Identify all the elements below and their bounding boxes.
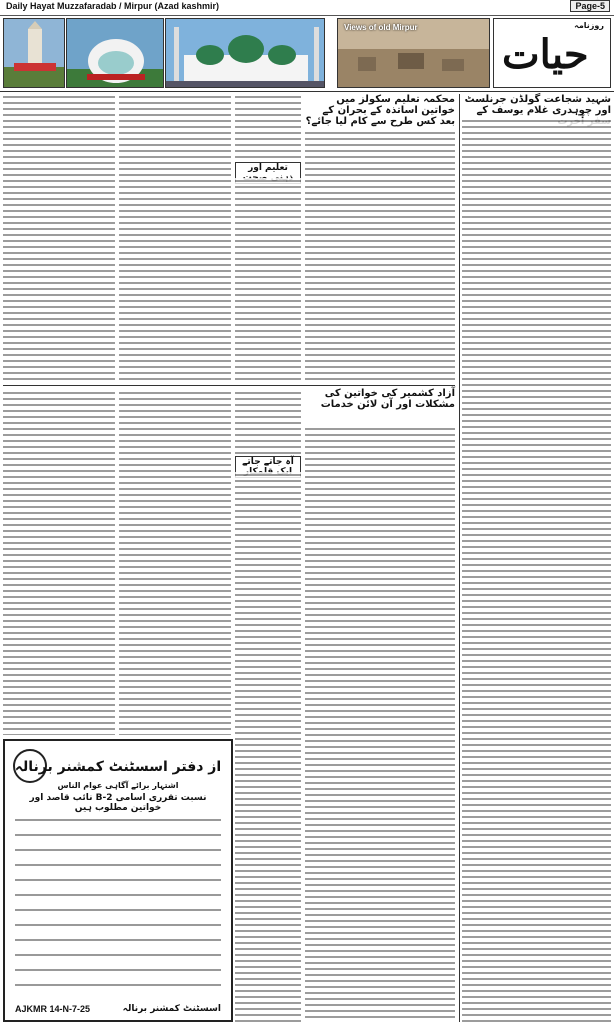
government-ad	[3, 739, 233, 1022]
paper-name-line: Daily Hayat Muzzafaradab / Mirpur (Azad kashmir)	[6, 1, 220, 11]
masthead-logo: حیات	[502, 31, 589, 78]
monument-image	[4, 19, 65, 88]
column-3-text	[235, 178, 301, 382]
middle-article-text	[305, 130, 455, 382]
ad-reference: AJKMR 14-N-7-25	[15, 1004, 91, 1014]
box-headline-2-wrap	[235, 456, 301, 470]
box-headline-1: تعلیم اور	[235, 162, 301, 184]
page-number: Page-5	[570, 0, 610, 12]
masthead-roznama: روزنامہ	[574, 21, 604, 30]
dome-image	[67, 19, 164, 88]
column-2-text	[119, 94, 231, 382]
lower-headline-box	[305, 388, 455, 422]
box-headline-2: آہ جاتے جاتے	[235, 456, 301, 478]
top-bar	[0, 0, 614, 16]
column-2-lower-text	[119, 390, 231, 735]
column-3-lower-text	[235, 472, 301, 1022]
ad-body-text	[15, 813, 221, 993]
lower-headline: آزاد کشمیر کی خواتین کی مشکلات اور آن لائن خدمات	[305, 388, 455, 410]
section-divider	[3, 385, 455, 386]
lower-article-text	[305, 426, 455, 1022]
photo-old-mirpur	[337, 18, 490, 88]
ad-office-title: از دفتر اسسٹنٹ کمشنر برنالہ	[14, 759, 222, 775]
main-headline: شہید شجاعت گولڈن جرنلسٹ اور چوہدری غلام یوسف کے	[453, 94, 611, 127]
column-rule	[459, 94, 460, 1022]
old-mirpur-caption: Views of old Mirpur	[344, 23, 418, 32]
column-3-lower-top-text	[235, 390, 301, 454]
box-headline-1-wrap	[235, 162, 301, 176]
photo-monument	[3, 18, 65, 88]
ad-signature: اسسٹنٹ کمشنر برنالہ	[122, 1004, 221, 1014]
column-1-text	[3, 94, 115, 382]
ad-notice: اشتہار برائے آگاہی عوام الناس	[57, 781, 179, 790]
ad-subtitle: نسبت تقرری اسامی B-2 نائب قاصد اور خواتین مطلوب ہیں	[29, 793, 207, 813]
photo-mosque	[165, 18, 325, 88]
middle-headline-box	[305, 94, 455, 126]
masthead	[493, 18, 611, 88]
header-divider	[0, 91, 614, 92]
photo-dome	[66, 18, 164, 88]
main-article-text	[462, 118, 611, 1022]
main-headline-box	[453, 94, 611, 114]
middle-headline: محکمہ تعلیم سکولز میں خواتین اساتذہ کے بحران کے بعد کس طرح سے کام لیا جائے؟	[305, 94, 455, 127]
column-1-lower-text	[3, 390, 115, 735]
column-3-top-text	[235, 94, 301, 160]
mosque-image	[166, 19, 325, 88]
